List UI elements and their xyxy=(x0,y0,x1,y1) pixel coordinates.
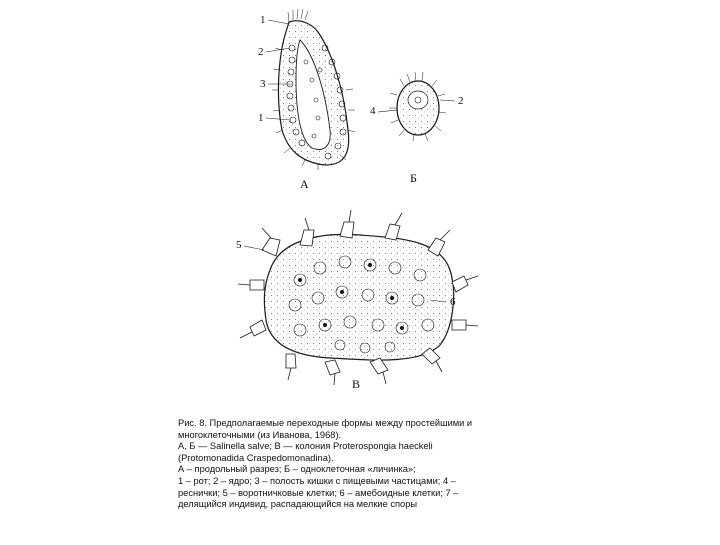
caption-line: (Protomonadida Craspedomonadina). xyxy=(178,452,334,463)
label-a-1: 1 xyxy=(260,14,266,26)
caption-line: 1 – рот; 2 – ядро; 3 – полость кишки с пищевыми частицами; 4 – xyxy=(178,475,456,486)
figure-label-b: Б xyxy=(410,171,417,185)
organism-b-drawing xyxy=(378,72,455,141)
label-a-4: 1 xyxy=(258,112,264,124)
label-a-3: 3 xyxy=(260,78,266,90)
figure-label-c: В xyxy=(352,377,361,391)
label-c-6: 6 xyxy=(450,296,456,308)
colony-c-drawing xyxy=(238,210,478,385)
figure-label-a: А xyxy=(300,177,309,191)
label-c-5: 5 xyxy=(236,239,242,251)
organism-a-drawing xyxy=(266,9,355,170)
figure-caption xyxy=(178,418,530,511)
label-a-2: 2 xyxy=(258,46,264,58)
label-b-2: 2 xyxy=(458,95,464,107)
caption-line: делящийся индивид, распадающийся на мелкие споры xyxy=(178,499,418,510)
caption-line: многоклеточными (из Иванова, 1968). xyxy=(178,429,342,440)
caption-line: реснички; 5 – воротничковые клетки; 6 – амебоидные клетки; 7 – xyxy=(178,487,459,498)
label-b-4: 4 xyxy=(370,105,376,117)
caption-line: Рис. 8. Предполагаемые переходные формы между простейшими и xyxy=(178,418,473,428)
caption-line: А – продольный разрез; Б – одноклеточная «личинка»; xyxy=(178,464,416,475)
caption-line: А, Б — Salinella salve; В — колония Proterospongia haeckeli xyxy=(178,441,433,452)
